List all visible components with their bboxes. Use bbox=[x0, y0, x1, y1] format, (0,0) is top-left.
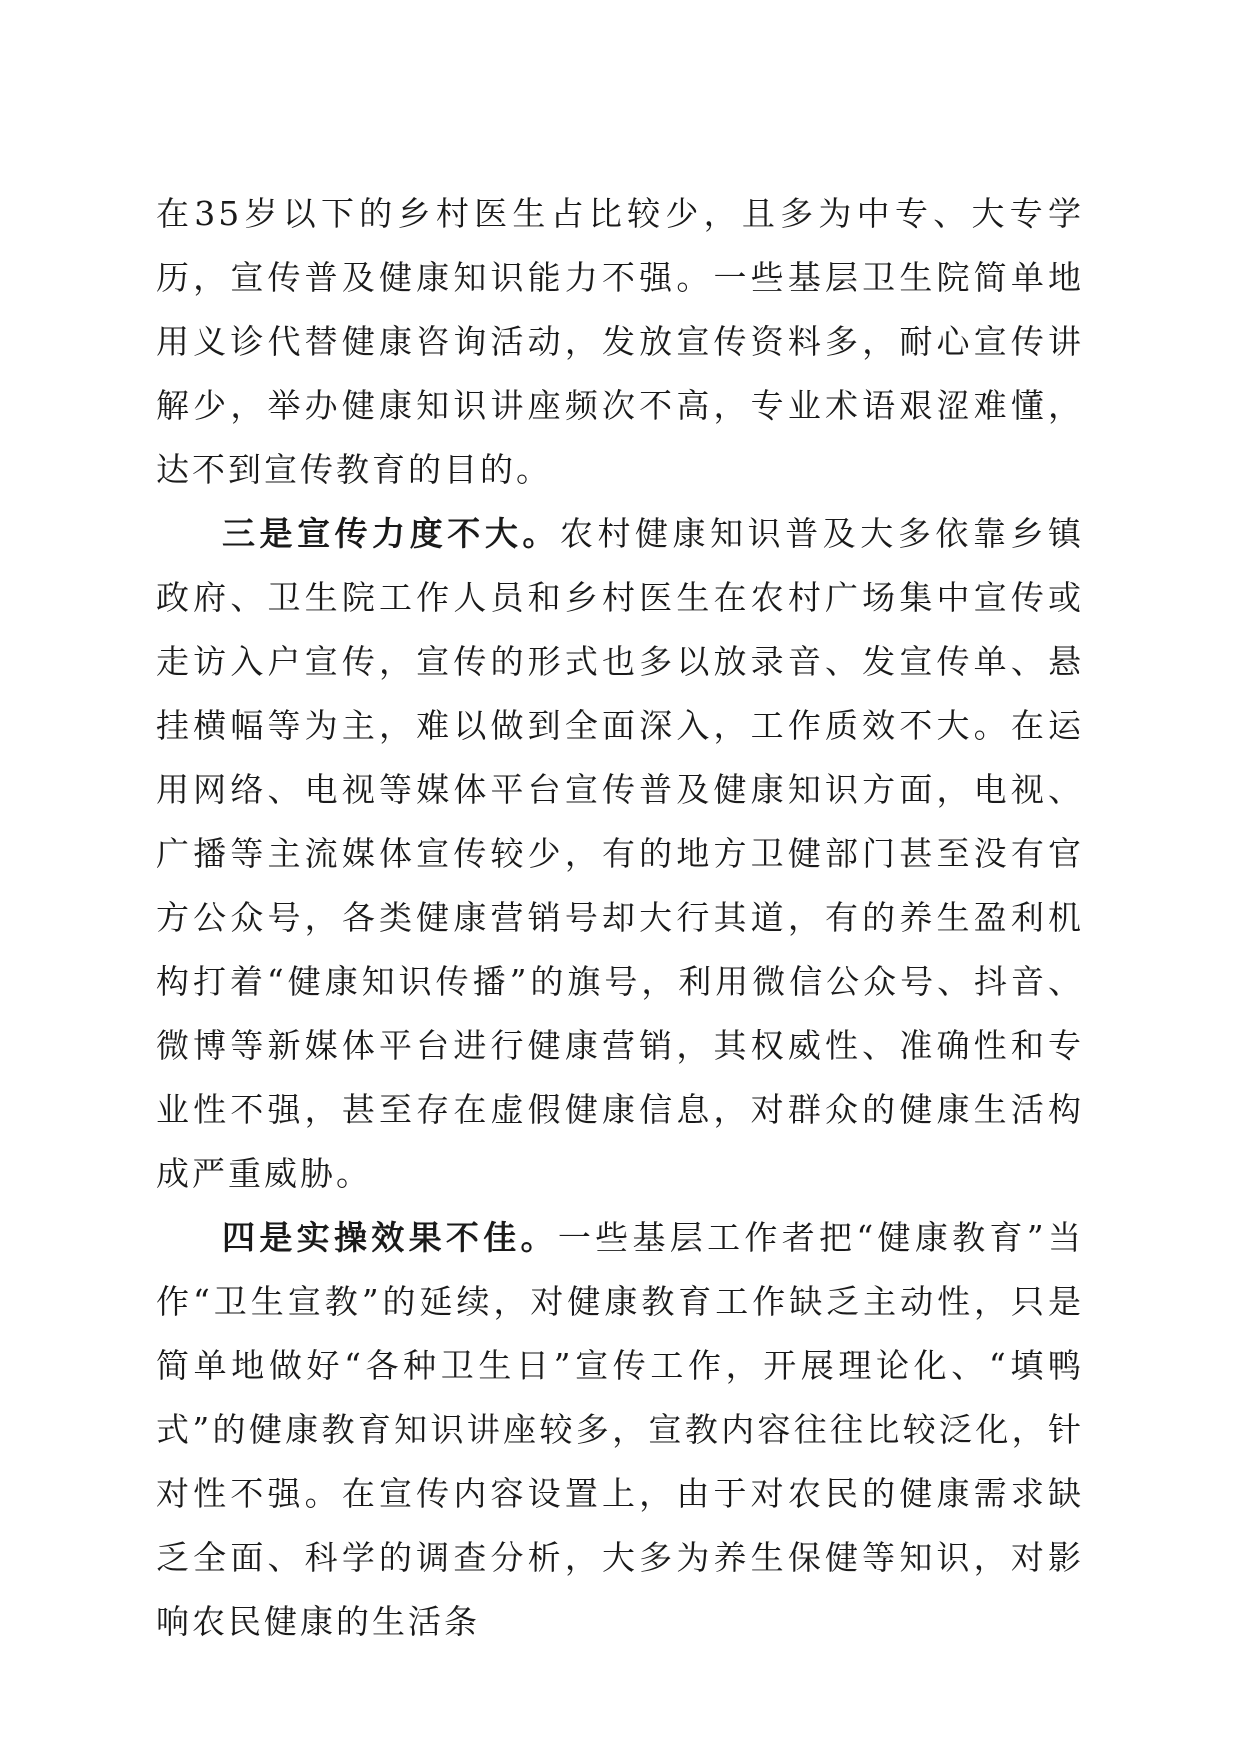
paragraph-publicity-strength bbox=[156, 502, 1084, 1206]
paragraph-text: 在35岁以下的乡村医生占比较少，且多为中专、大专学历，宣传普及健康知识能力不强。一些基层卫生院简单地用义诊代替健康咨询活动，发放宣传资料多，耐心宣传讲解少，举办健康知识讲座频次不高，专业术语艰涩难懂，达不到宣传教育的目的。 bbox=[156, 194, 1084, 489]
paragraph-continuation bbox=[156, 182, 1084, 502]
paragraph-lead: 四是实操效果不佳。 bbox=[222, 1218, 558, 1257]
paragraph-lead: 三是宣传力度不大。 bbox=[222, 514, 560, 553]
paragraph-text: 农村健康知识普及大多依靠乡镇政府、卫生院工作人员和乡村医生在农村广场集中宣传或走访入户宣传，宣传的形式也多以放录音、发宣传单、悬挂横幅等为主，难以做到全面深入，工作质效不大。在运用网络、电视等媒体平台宣传普及健康知识方面，电视、广播等主流媒体宣传较少，有的地方卫健部门甚至没有官方公众号，各类健康营销号却大行其道，有的养生盈利机构打着“健康知识传播”的旗号，利用微信公众号、抖音、微博等新媒体平台进行健康营销，其权威性、准确性和专业性不强，甚至存在虚假健康信息，对群众的健康生活构成严重威胁。 bbox=[156, 514, 1085, 1193]
paragraph-practical-effect bbox=[156, 1206, 1084, 1654]
document-body bbox=[156, 182, 1084, 1654]
paragraph-text: 一些基层工作者把“健康教育”当作“卫生宣教”的延续，对健康教育工作缺乏主动性，只是简单地做好“各种卫生日”宣传工作，开展理论化、“填鸭式”的健康教育知识讲座较多，宣教内容往往比较泛化，针对性不强。在宣传内容设置上，由于对农民的健康需求缺乏全面、科学的调查分析，大多为养生保健等知识，对影响农民健康的生活条 bbox=[156, 1218, 1084, 1641]
